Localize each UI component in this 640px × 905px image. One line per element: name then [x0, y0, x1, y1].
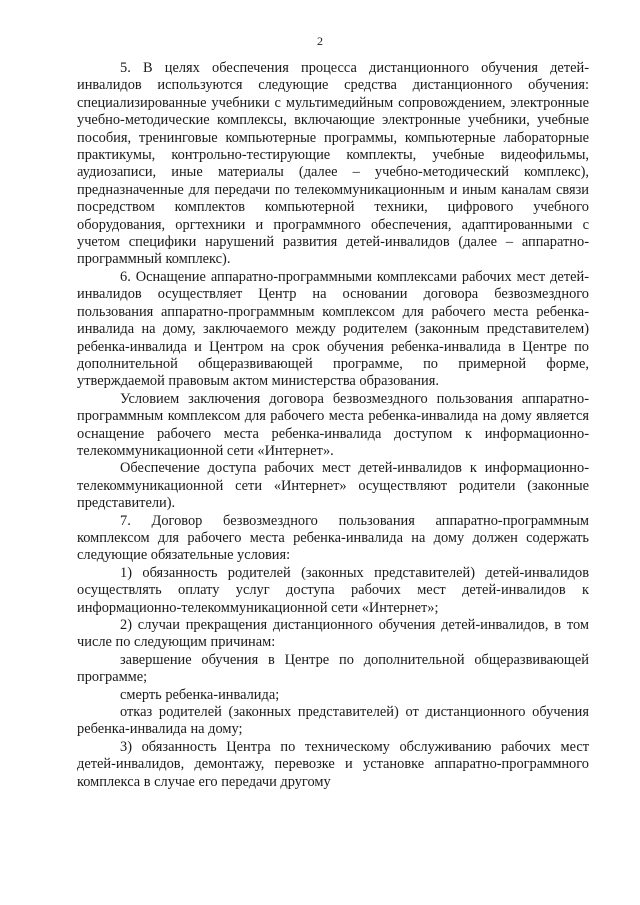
paragraph-internet-access: Обеспечение доступа рабочих мест детей-инвалидов к информационно-телекоммуникационной сети «Интернет» осуществляют родители (законные представители).: [77, 460, 589, 512]
list-subitem-death: смерть ребенка-инвалида;: [120, 686, 280, 703]
paragraph-6: 6. Оснащение аппаратно-программными комплексами рабочих мест детей-инвалидов осуществляет Центр на основании договора безвозмездного пользования аппаратно-программным комплексом для рабочего места ребенка-инвалида на дому, заключаемого между родителем (законным представителем) ребенка-инвалида и Центром на срок обучения ребенка-инвалида в Центре по дополнительной общеразвивающей программе, по примерной форме, утверждаемой правовым актом министерства образования.: [77, 268, 589, 390]
list-subitem-refusal: отказ родителей (законных представителей) от дистанционного обучения ребенка-инвалида на дому;: [77, 704, 589, 738]
document-body: [77, 60, 589, 791]
list-item-1: 1) обязанность родителей (законных представителей) детей-инвалидов осуществлять оплату услуг доступа рабочих мест детей-инвалидов к информационно-телекоммуникационной сети «Интернет»;: [77, 564, 589, 616]
page-number: 2: [317, 34, 323, 48]
paragraph-7: 7. Договор безвозмездного пользования аппаратно-программным комплексом для рабочего места ребенка-инвалида на дому должен содержать следующие обязательные условия:: [77, 512, 589, 564]
paragraph-condition: Условием заключения договора безвозмездного пользования аппаратно-программным комплексом для рабочего места ребенка-инвалида на дому является оснащение рабочего места ребенка-инвалида доступом к информационно-телекоммуникационной сети «Интернет».: [77, 390, 589, 459]
list-item-2: 2) случаи прекращения дистанционного обучения детей-инвалидов, в том числе по следующим причинам:: [77, 617, 589, 651]
list-item-3: 3) обязанность Центра по техническому обслуживанию рабочих мест детей-инвалидов, демонтажу, перевозке и установке аппаратно-программного комплекса в случае его передачи другому: [77, 738, 589, 790]
list-subitem-completion: завершение обучения в Центре по дополнительной общеразвивающей программе;: [77, 651, 589, 686]
paragraph-5: 5. В целях обеспечения процесса дистанционного обучения детей-инвалидов используются следующие средства дистанционного обучения: специализированные учебники с мультимедийным сопровождением, электронные учебно-методические комплексы, включающие электронные учебники, учебные пособия, тренинговые компьютерные программы, компьютерные лабораторные практикумы, контрольно-тестирующие комплекты, учебные видеофильмы, аудиозаписи, иные материалы (далее – учебно-методический комплекс), предназначенные для передачи по телекоммуникационным и иным каналам связи посредством комплектов компьютерной техники, цифрового учебного оборудования, оргтехники и программного обеспечения, адаптированными с учетом специфики нарушений развития детей-инвалидов (далее – аппаратно-программный комплекс).: [77, 60, 589, 268]
